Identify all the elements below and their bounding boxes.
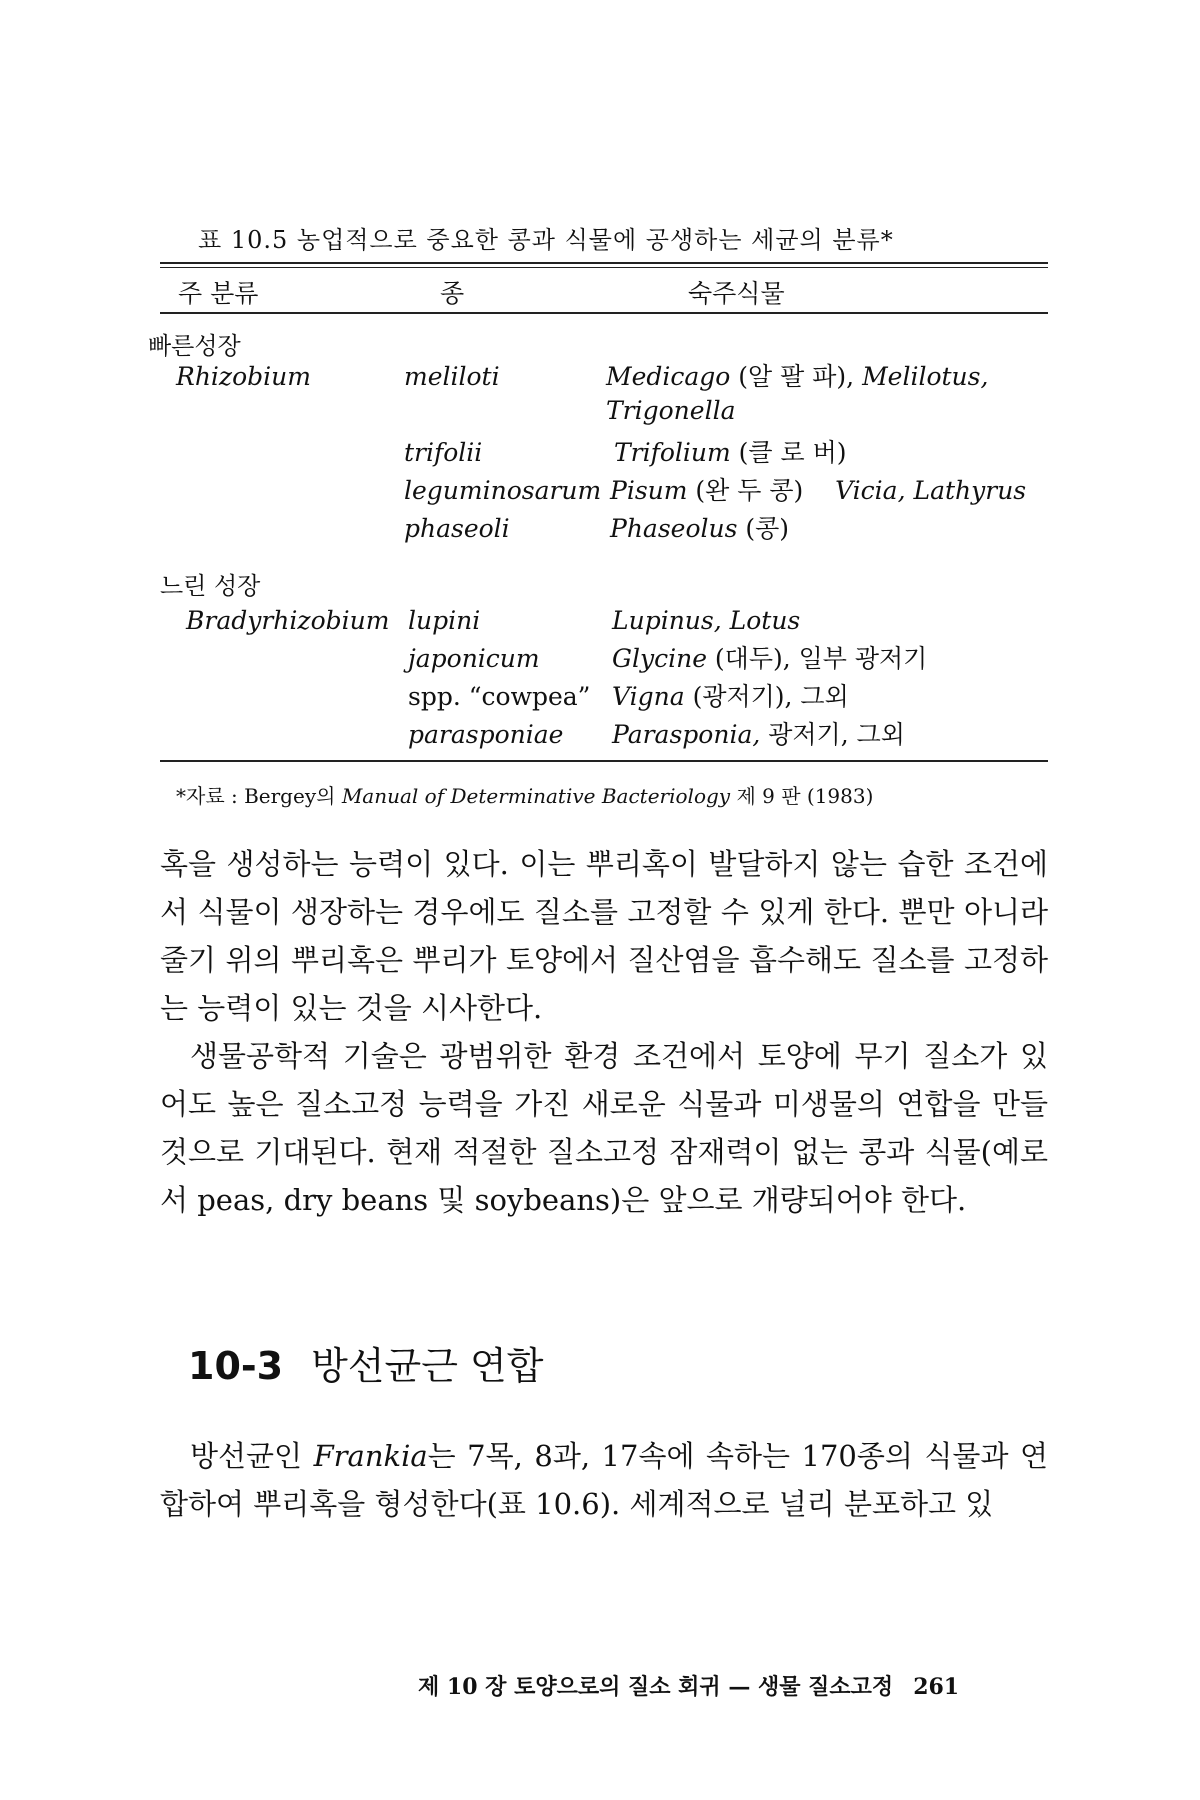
table-bottom-rule bbox=[160, 760, 1048, 762]
footnote-prefix: *자료 : Bergey의 bbox=[176, 784, 342, 808]
footnote-title: Manual of Determinative Bacteriology bbox=[341, 784, 731, 808]
group-label-fast: 빠른성장 bbox=[148, 332, 241, 360]
page-number: 261 bbox=[913, 1674, 960, 1700]
host-cell: Pisum (완 두 콩) Vicia, Lathyrus bbox=[610, 476, 1027, 505]
table-top-rule-2 bbox=[160, 267, 1048, 268]
body-text bbox=[160, 840, 1048, 1224]
frankia-term: Frankia bbox=[313, 1439, 428, 1473]
host-cell: Vigna (광저기), 그외 bbox=[612, 682, 849, 711]
running-footer bbox=[418, 1670, 959, 1701]
host-cell: Phaseolus (콩) bbox=[610, 514, 790, 543]
species-cell: meliloti bbox=[404, 362, 500, 391]
section-heading bbox=[188, 1335, 543, 1390]
section-title: 방선균근 연합 bbox=[311, 1344, 544, 1388]
table-footnote bbox=[176, 780, 873, 809]
paragraph: 생물공학적 기술은 광범위한 환경 조건에서 토양에 무기 질소가 있어도 높은 질소고정 능력을 가진 새로운 식물과 미생물의 연합을 만들 것으로 기대된다. 현재 적절한 질소고정 잠재력이 없는 콩과 식물(예로서 peas, dry beans 및 soybeans)은 앞으로 개량되어야 한다. bbox=[160, 1039, 1048, 1217]
section-number: 10-3 bbox=[188, 1344, 284, 1388]
species-cell: trifolii bbox=[404, 438, 483, 467]
species-cell: parasponiae bbox=[408, 720, 564, 749]
host-cell: Lupinus, Lotus bbox=[612, 606, 801, 635]
table-caption: 표 10.5 농업적으로 중요한 콩과 식물에 공생하는 세균의 분류* bbox=[198, 226, 894, 254]
footnote-suffix: 제 9 판 (1983) bbox=[730, 784, 874, 808]
paragraph: 혹을 생성하는 능력이 있다. 이는 뿌리혹이 발달하지 않는 습한 조건에서 식물이 생장하는 경우에도 질소를 고정할 수 있게 한다. 뿐만 아니라 줄기 위의 뿌리혹은 뿌리가 토양에서 질산염을 흡수해도 질소를 고정하는 능력이 있는 것을 시사한다. bbox=[160, 847, 1048, 1025]
para-start: 방선균인 bbox=[190, 1439, 314, 1473]
species-cell: phaseoli bbox=[404, 514, 510, 543]
chapter-title: 제 10 장 토양으로의 질소 회귀 — 생물 질소고정 bbox=[418, 1674, 894, 1700]
genus-rhizobium: Rhizobium bbox=[176, 362, 311, 391]
host-cell: Parasponia, 광저기, 그외 bbox=[612, 720, 905, 749]
section-paragraph bbox=[160, 1432, 1048, 1528]
species-cell: japonicum bbox=[408, 644, 540, 673]
genus-bradyrhizobium: Bradyrhizobium bbox=[186, 606, 390, 635]
group-label-slow: 느린 성장 bbox=[160, 572, 261, 600]
species-cell: leguminosarum bbox=[404, 476, 602, 505]
host-cell: Medicago (알 팔 파), Melilotus, Trigonella bbox=[606, 362, 989, 425]
header-main-class: 주 분류 bbox=[178, 279, 259, 308]
para-rest: 는 7목, 8과, 17속에 속하는 170종의 식물과 연합하여 뿌리혹을 형성한다(표 10.6). 세계적으로 널리 분포하고 있 bbox=[160, 1439, 1048, 1521]
table-header-rule bbox=[160, 312, 1048, 314]
header-host: 숙주식물 bbox=[688, 279, 785, 308]
species-cell: spp. “cowpea” bbox=[408, 682, 591, 711]
table-top-rule bbox=[160, 262, 1048, 264]
species-cell: lupini bbox=[408, 606, 481, 635]
header-species: 종 bbox=[440, 279, 465, 308]
host-cell: Glycine (대두), 일부 광저기 bbox=[612, 644, 928, 673]
host-cell: Trifolium (클 로 버) bbox=[614, 438, 847, 467]
